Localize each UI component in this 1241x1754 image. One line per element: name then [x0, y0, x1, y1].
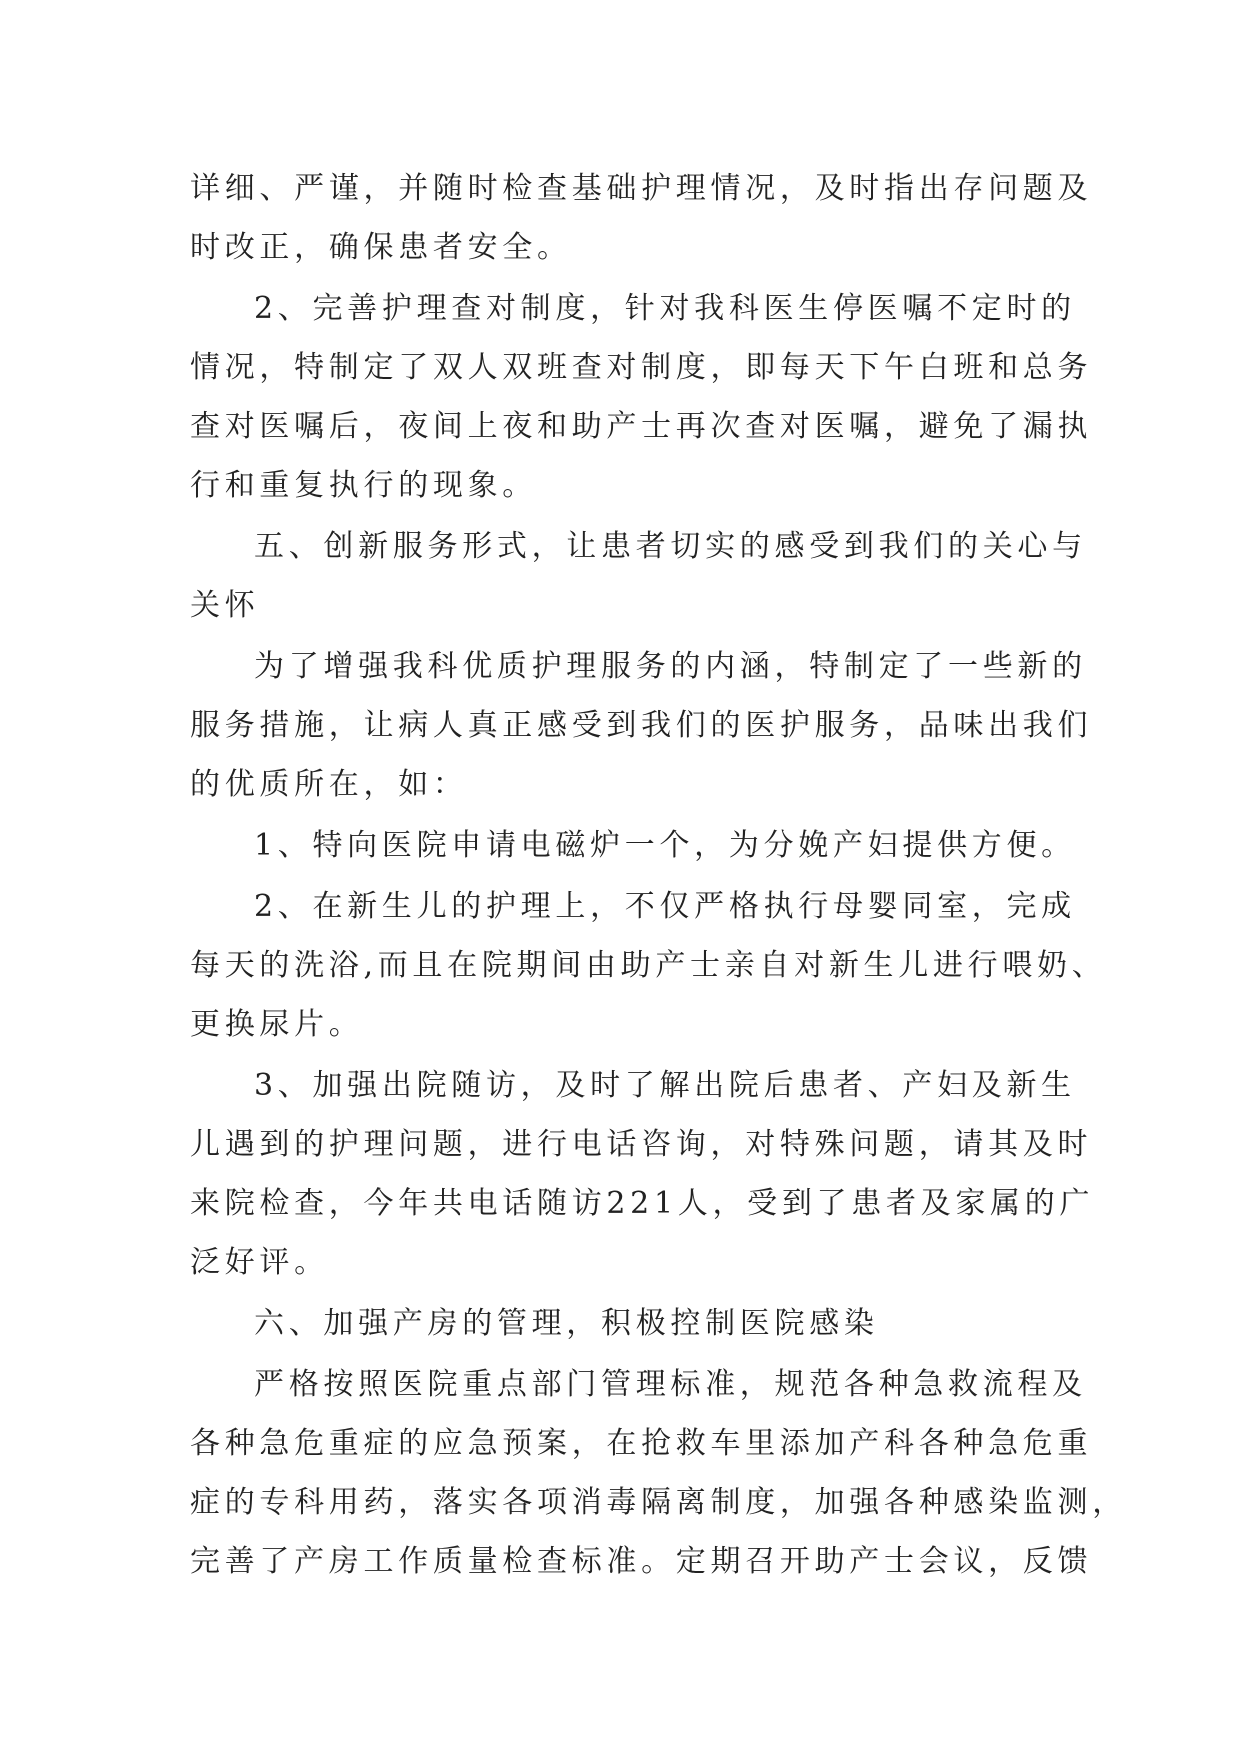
- text-line: 的优质所在，如：: [190, 767, 468, 802]
- paragraph-start-line: 2、完善护理查对制度，针对我科医生停医嘱不定时的: [254, 291, 1076, 326]
- list-item-line: 2、在新生儿的护理上，不仅严格执行母婴同室，完成: [254, 889, 1076, 924]
- list-item-line: 3、加强出院随访，及时了解出院后患者、产妇及新生: [254, 1068, 1076, 1103]
- text-line: 每天的洗浴,而且在院期间由助产士亲自对新生儿进行喂奶、: [190, 948, 1107, 983]
- text-line: 详细、严谨，并随时检查基础护理情况，及时指出存问题及: [190, 171, 1093, 206]
- text-line: 儿遇到的护理问题，进行电话咨询，对特殊问题，请其及时: [190, 1127, 1093, 1162]
- text-line: 各种急危重症的应急预案，在抢救车里添加产科各种急危重: [190, 1426, 1093, 1461]
- text-line: 泛好评。: [190, 1245, 329, 1280]
- list-item-line: 1、特向医院申请电磁炉一个，为分娩产妇提供方便。: [254, 828, 1076, 863]
- document-body: [190, 159, 1127, 1591]
- section-heading-line: 关怀: [190, 588, 260, 623]
- paragraph-start-line: 严格按照医院重点部门管理标准，规范各种急救流程及: [254, 1367, 1087, 1402]
- text-line: 查对医嘱后，夜间上夜和助产士再次查对医嘱，避免了漏执: [190, 409, 1093, 444]
- text-line: 情况，特制定了双人双班查对制度，即每天下午白班和总务: [190, 350, 1093, 385]
- text-line: 更换尿片。: [190, 1007, 364, 1042]
- text-line: 来院检查，今年共电话随访221人，受到了患者及家属的广: [190, 1186, 1095, 1221]
- section-heading-line: 六、加强产房的管理，积极控制医院感染: [254, 1306, 879, 1341]
- text-line: 时改正，确保患者安全。: [190, 230, 572, 265]
- text-line: 症的专科用药，落实各项消毒隔离制度，加强各种感染监测，: [190, 1485, 1127, 1520]
- section-heading-line: 五、创新服务形式，让患者切实的感受到我们的关心与: [254, 529, 1087, 564]
- text-line: 完善了产房工作质量检查标准。定期召开助产士会议，反馈: [190, 1544, 1093, 1579]
- text-line: 服务措施，让病人真正感受到我们的医护服务，品味出我们: [190, 708, 1093, 743]
- text-line: 行和重复执行的现象。: [190, 468, 537, 503]
- paragraph-start-line: 为了增强我科优质护理服务的内涵，特制定了一些新的: [254, 649, 1087, 684]
